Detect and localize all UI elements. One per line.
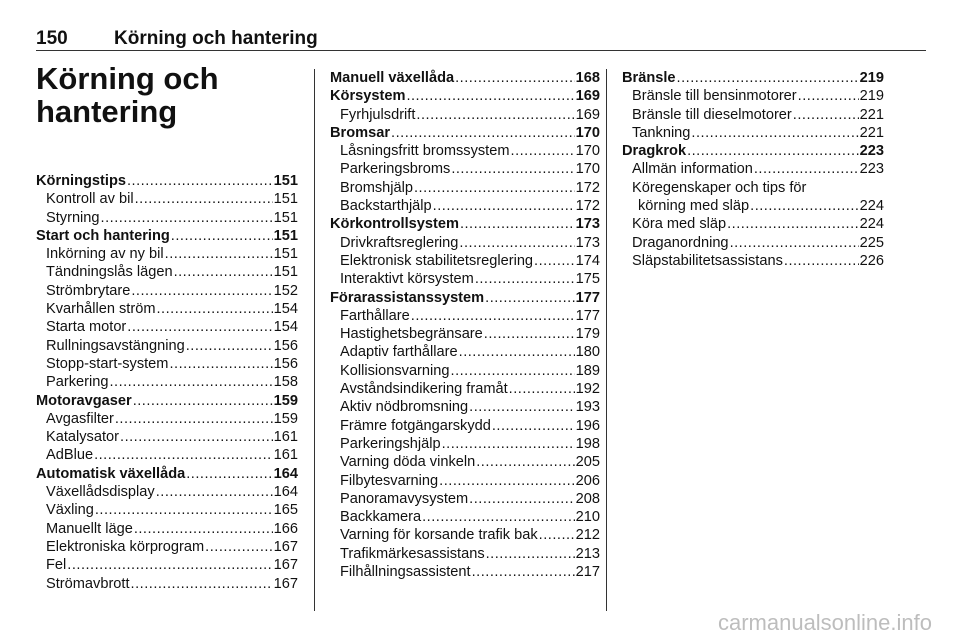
toc-section-entry[interactable]	[622, 69, 884, 87]
toc-page-number: 223	[859, 143, 884, 160]
toc-section-entry[interactable]	[330, 215, 600, 233]
toc-dot-leader	[750, 197, 859, 215]
toc-page-number: 166	[273, 520, 298, 537]
toc-entry-label: körning med släp	[638, 198, 750, 215]
toc-page-number: 175	[575, 271, 600, 288]
toc-entry-label: Automatisk växellåda	[36, 465, 186, 482]
toc-entry-label: Avgasfilter	[46, 410, 114, 427]
toc-subsection-entry[interactable]	[622, 87, 884, 105]
toc-subsection-entry[interactable]	[36, 428, 298, 446]
toc-dot-leader	[485, 289, 575, 307]
toc-entry-label: Parkeringshjälp	[340, 435, 441, 452]
toc-dot-leader	[691, 124, 858, 142]
toc-subsection-entry[interactable]	[330, 526, 600, 544]
toc-entry-label: Förarassistanssystem	[330, 289, 485, 306]
toc-subsection-entry[interactable]	[622, 197, 884, 215]
toc-entry-label: Köregenskaper och tips för	[632, 179, 807, 196]
toc-entry-label: Trafikmärkesassistans	[340, 545, 485, 562]
toc-entry-label: Parkeringsbroms	[340, 161, 451, 178]
watermark: carmanualsonline.info	[717, 610, 932, 635]
toc-page-number: 154	[273, 301, 298, 318]
toc-dot-leader	[171, 227, 273, 245]
toc-subsection-entry[interactable]	[330, 142, 600, 160]
toc-dot-leader	[484, 325, 575, 343]
toc-section-entry[interactable]	[330, 124, 600, 142]
toc-page-number: 180	[575, 344, 600, 361]
toc-subsection-entry[interactable]	[36, 209, 298, 227]
toc-subsection-entry[interactable]	[330, 380, 600, 398]
toc-subsection-entry[interactable]	[330, 563, 600, 581]
toc-entry-label: Filhållningsassistent	[340, 564, 471, 581]
toc-subsection-entry[interactable]	[330, 307, 600, 325]
toc-page-number: 212	[575, 527, 600, 544]
toc-subsection-entry[interactable]	[622, 124, 884, 142]
toc-dot-leader	[511, 142, 575, 160]
toc-dot-leader	[416, 106, 574, 124]
toc-dot-leader	[205, 538, 272, 556]
toc-entry-label: Tändningslås lägen	[46, 264, 173, 281]
toc-entry-label: Aktiv nödbromsning	[340, 399, 469, 416]
header-rule	[36, 50, 926, 51]
toc-entry-label: Varning för korsande trafik bak	[340, 527, 538, 544]
toc-section-entry[interactable]	[330, 289, 600, 307]
toc-page-number: 225	[859, 234, 884, 251]
toc-page-number: 151	[273, 264, 298, 281]
toc-column-1	[36, 172, 298, 593]
toc-section-entry[interactable]	[36, 227, 298, 245]
toc-dot-leader	[156, 483, 273, 501]
toc-page-number: 217	[575, 564, 600, 581]
toc-entry-label: Bromshjälp	[340, 179, 413, 196]
toc-entry-label: Bromsar	[330, 124, 391, 141]
toc-dot-leader	[127, 172, 273, 190]
toc-page-number: 208	[575, 490, 600, 507]
toc-entry-label: Bränsle till bensinmotorer	[632, 88, 797, 105]
toc-page-number: 168	[575, 70, 600, 86]
toc-page-number: 172	[575, 198, 600, 215]
toc-subsection-entry[interactable]	[36, 190, 298, 208]
toc-page-number: 198	[575, 435, 600, 452]
toc-subsection-entry[interactable]	[330, 490, 600, 508]
toc-section-entry[interactable]	[330, 87, 600, 105]
page-header	[36, 28, 926, 52]
toc-page-number: 164	[273, 465, 298, 482]
toc-dot-leader	[115, 410, 273, 428]
toc-entry-label: Draganordning	[632, 234, 729, 251]
toc-page-number: 196	[575, 417, 600, 434]
toc-entry-label: Manuell växellåda	[330, 70, 455, 86]
toc-dot-leader	[186, 337, 273, 355]
chapter-title	[36, 62, 296, 128]
toc-subsection-entry[interactable]	[330, 179, 600, 197]
toc-entry-label: Inkörning av ny bil	[46, 246, 164, 263]
toc-page-number: 151	[273, 209, 298, 226]
toc-subsection-entry[interactable]	[330, 325, 600, 343]
toc-page-number: 223	[859, 161, 884, 178]
toc-entry-label: Kontroll av bil	[46, 191, 134, 208]
toc-dot-leader	[469, 490, 574, 508]
toc-page-number: 158	[273, 374, 298, 391]
toc-page-number: 170	[575, 124, 600, 141]
toc-subsection-entry[interactable]	[622, 234, 884, 252]
page-number: 150	[36, 28, 68, 49]
toc-entry-label: Främre fotgängarskydd	[340, 417, 491, 434]
toc-subsection-entry[interactable]	[330, 472, 600, 490]
toc-dot-leader	[433, 197, 575, 215]
toc-dot-leader	[459, 343, 575, 361]
toc-page-number: 152	[273, 282, 298, 299]
toc-subsection-entry[interactable]	[36, 337, 298, 355]
toc-entry-label: Interaktivt körsystem	[340, 271, 474, 288]
toc-page-number: 173	[575, 216, 600, 233]
toc-dot-leader	[411, 307, 575, 325]
toc-dot-leader	[133, 392, 273, 410]
toc-dot-leader	[439, 472, 574, 490]
toc-page-number: 156	[273, 355, 298, 372]
toc-entry-label: Bränsle	[622, 70, 676, 86]
toc-dot-leader	[793, 106, 859, 124]
toc-page-number: 205	[575, 454, 600, 471]
toc-dot-leader	[476, 453, 574, 471]
header-title: Körning och hantering	[114, 28, 318, 49]
toc-page-number: 156	[273, 337, 298, 354]
toc-entry-label: Kvarhållen ström	[46, 301, 156, 318]
toc-dot-leader	[406, 87, 574, 105]
toc-subsection-entry[interactable]	[36, 501, 298, 519]
toc-page-number: 173	[575, 234, 600, 251]
toc-dot-leader	[414, 179, 575, 197]
toc-entry-label: Stopp-start-system	[46, 355, 169, 372]
toc-page-number: 161	[273, 429, 298, 446]
toc-subsection-entry[interactable]	[36, 318, 298, 336]
toc-entry-label: Strömavbrott	[46, 575, 130, 592]
toc-entry-label: Start och hantering	[36, 227, 170, 244]
toc-entry-label: Strömbrytare	[46, 282, 131, 299]
toc-subsection-entry[interactable]	[36, 282, 298, 300]
toc-entry-label: Körningstips	[36, 173, 126, 189]
toc-entry-label: Växling	[46, 502, 94, 519]
toc-dot-leader	[109, 373, 272, 391]
toc-dot-leader	[475, 270, 575, 288]
toc-page-number: 167	[273, 557, 298, 574]
toc-subsection-entry[interactable]	[330, 252, 600, 270]
toc-dot-leader	[95, 501, 273, 519]
toc-entry-label: Släpstabilitetsassistans	[632, 252, 783, 269]
toc-dot-leader	[472, 563, 575, 581]
toc-page-number: 167	[273, 538, 298, 555]
toc-page-number: 170	[575, 161, 600, 178]
toc-entry-label: Elektroniska körprogram	[46, 538, 205, 555]
toc-subsection-entry[interactable]	[36, 483, 298, 501]
toc-subsection-entry[interactable]	[330, 343, 600, 361]
toc-subsection-entry[interactable]	[36, 410, 298, 428]
toc-page-number: 172	[575, 179, 600, 196]
toc-page-number: 161	[273, 447, 298, 464]
toc-column-3	[622, 69, 884, 270]
toc-dot-leader	[539, 526, 575, 544]
toc-dot-leader	[451, 362, 575, 380]
toc-dot-leader	[784, 252, 859, 270]
toc-subsection-entry[interactable]	[36, 300, 298, 318]
column-divider	[314, 69, 315, 611]
toc-dot-leader	[509, 380, 575, 398]
toc-page-number: 210	[575, 509, 600, 526]
toc-entry-label: Manuellt läge	[46, 520, 133, 537]
toc-subsection-entry[interactable]	[330, 106, 600, 124]
toc-page-number: 224	[859, 216, 884, 233]
toc-entry-label: Körkontrollsystem	[330, 216, 459, 233]
toc-dot-leader	[486, 545, 575, 563]
toc-subsection-entry[interactable]	[330, 545, 600, 563]
toc-dot-leader	[135, 190, 273, 208]
toc-dot-leader	[451, 160, 574, 178]
toc-entry-label: Låsningsfritt bromssystem	[340, 143, 510, 160]
toc-dot-leader	[677, 69, 859, 87]
toc-page-number: 174	[575, 252, 600, 269]
toc-dot-leader	[169, 355, 272, 373]
toc-subsection-entry[interactable]	[330, 417, 600, 435]
toc-subsection-entry[interactable]	[622, 252, 884, 270]
toc-page-number: 159	[273, 392, 298, 409]
toc-entry-label: Växellådsdisplay	[46, 484, 155, 501]
toc-page-number: 170	[575, 143, 600, 160]
toc-section-entry[interactable]	[36, 392, 298, 410]
toc-page-number: 189	[575, 362, 600, 379]
toc-page-number: 165	[273, 502, 298, 519]
toc-dot-leader	[67, 556, 272, 574]
column-divider	[606, 69, 607, 611]
toc-dot-leader	[174, 263, 273, 281]
toc-entry-label: Köra med släp	[632, 216, 727, 233]
toc-page-number: 167	[273, 575, 298, 592]
toc-dot-leader	[798, 87, 859, 105]
toc-page-number: 192	[575, 381, 600, 398]
toc-dot-leader	[120, 428, 273, 446]
toc-subsection-entry[interactable]	[36, 245, 298, 263]
toc-subsection-entry[interactable]	[36, 355, 298, 373]
toc-subsection-entry[interactable]	[330, 197, 600, 215]
toc-subsection-entry[interactable]	[330, 508, 600, 526]
toc-entry-label: Starta motor	[46, 319, 127, 336]
toc-subsection-entry[interactable]	[622, 106, 884, 124]
toc-entry-label: Avståndsindikering framåt	[340, 381, 508, 398]
toc-section-entry[interactable]	[622, 142, 884, 160]
toc-page-number: 221	[859, 106, 884, 123]
toc-dot-leader	[534, 252, 575, 270]
toc-subsection-entry[interactable]	[622, 215, 884, 233]
toc-subsection-entry[interactable]	[330, 453, 600, 471]
toc-page-number: 177	[575, 307, 600, 324]
toc-page-number: 224	[859, 198, 884, 215]
toc-subsection-entry[interactable]	[36, 575, 298, 593]
toc-section-entry[interactable]	[330, 69, 600, 87]
toc-page-number: 213	[575, 545, 600, 562]
toc-page-number: 219	[859, 88, 884, 105]
toc-dot-leader	[754, 160, 859, 178]
toc-entry-label: Tankning	[632, 124, 691, 141]
toc-dot-leader	[134, 520, 273, 538]
chapter-title-line2: hantering	[36, 94, 178, 129]
toc-entry-label: Filbytesvarning	[340, 472, 439, 489]
toc-dot-leader	[459, 234, 574, 252]
toc-entry-label: Bränsle till dieselmotorer	[632, 106, 792, 123]
toc-dot-leader	[730, 234, 859, 252]
toc-dot-leader	[165, 245, 273, 263]
toc-page-number: 151	[273, 173, 298, 189]
toc-section-entry[interactable]	[36, 465, 298, 483]
toc-entry-label: Fel	[46, 557, 67, 574]
toc-subsection-entry[interactable]	[330, 270, 600, 288]
toc-dot-leader	[157, 300, 273, 318]
toc-dot-leader	[687, 142, 859, 160]
toc-subsection-entry[interactable]	[622, 160, 884, 178]
toc-subsection-entry[interactable]	[330, 362, 600, 380]
toc-column-2	[330, 69, 600, 581]
toc-subsection-entry[interactable]	[36, 556, 298, 574]
toc-entry-label: Elektronisk stabilitetsreglering	[340, 252, 534, 269]
toc-dot-leader	[131, 282, 272, 300]
toc-entry-label: Parkering	[46, 374, 109, 391]
toc-entry-label: Allmän information	[632, 161, 753, 178]
toc-dot-leader	[101, 209, 273, 227]
toc-page-number: 151	[273, 191, 298, 208]
toc-page-number: 219	[859, 70, 884, 86]
toc-page-number: 177	[575, 289, 600, 306]
toc-dot-leader	[455, 69, 575, 87]
toc-entry-label: Dragkrok	[622, 143, 687, 160]
toc-entry-label: Rullningsavstängning	[46, 337, 185, 354]
toc-entry-label: Panoramavysystem	[340, 490, 469, 507]
toc-dot-leader	[391, 124, 575, 142]
toc-subsection-entry[interactable]	[330, 435, 600, 453]
toc-entry-label: Körsystem	[330, 88, 406, 105]
toc-entry-label: Drivkraftsreglering	[340, 234, 459, 251]
toc-page-number: 164	[273, 484, 298, 501]
toc-subsection-entry[interactable]	[36, 263, 298, 281]
toc-subsection-entry[interactable]	[330, 160, 600, 178]
toc-dot-leader	[127, 318, 272, 336]
toc-entry-label: Farthållare	[340, 307, 410, 324]
toc-subsection-entry[interactable]	[330, 234, 600, 252]
toc-page-number: 179	[575, 326, 600, 343]
toc-subsection-entry[interactable]	[36, 520, 298, 538]
toc-page-number: 154	[273, 319, 298, 336]
toc-entry-label: Backkamera	[340, 509, 422, 526]
toc-subsection-entry[interactable]	[622, 179, 884, 197]
toc-dot-leader	[94, 446, 273, 464]
toc-subsection-entry[interactable]	[330, 398, 600, 416]
toc-subsection-entry[interactable]	[36, 538, 298, 556]
toc-dot-leader	[469, 398, 574, 416]
toc-page-number: 169	[575, 88, 600, 105]
toc-dot-leader	[422, 508, 575, 526]
toc-subsection-entry[interactable]	[36, 373, 298, 391]
toc-dot-leader	[186, 465, 272, 483]
toc-section-entry[interactable]	[36, 172, 298, 190]
toc-page-number: 206	[575, 472, 600, 489]
toc-entry-label: Katalysator	[46, 429, 120, 446]
toc-entry-label: AdBlue	[46, 447, 94, 464]
toc-page-number: 169	[575, 106, 600, 123]
toc-page-number: 226	[859, 252, 884, 269]
toc-subsection-entry[interactable]	[36, 446, 298, 464]
toc-entry-label: Styrning	[46, 209, 100, 226]
toc-page-number: 159	[273, 410, 298, 427]
toc-entry-label: Backstarthjälp	[340, 198, 432, 215]
toc-entry-label: Hastighetsbegränsare	[340, 326, 483, 343]
toc-page-number: 221	[859, 124, 884, 141]
toc-page-number: 151	[273, 246, 298, 263]
toc-dot-leader	[131, 575, 273, 593]
chapter-title-line1: Körning och	[36, 61, 219, 96]
toc-dot-leader	[442, 435, 575, 453]
toc-dot-leader	[492, 417, 575, 435]
toc-entry-label: Fyrhjulsdrift	[340, 106, 416, 123]
toc-entry-label: Varning döda vinkeln	[340, 454, 476, 471]
toc-dot-leader	[460, 215, 575, 233]
toc-entry-label: Motoravgaser	[36, 392, 132, 409]
toc-entry-label: Adaptiv farthållare	[340, 344, 458, 361]
toc-entry-label: Kollisionsvarning	[340, 362, 450, 379]
toc-dot-leader	[727, 215, 859, 233]
toc-page-number: 151	[273, 227, 298, 244]
toc-page-number: 193	[575, 399, 600, 416]
